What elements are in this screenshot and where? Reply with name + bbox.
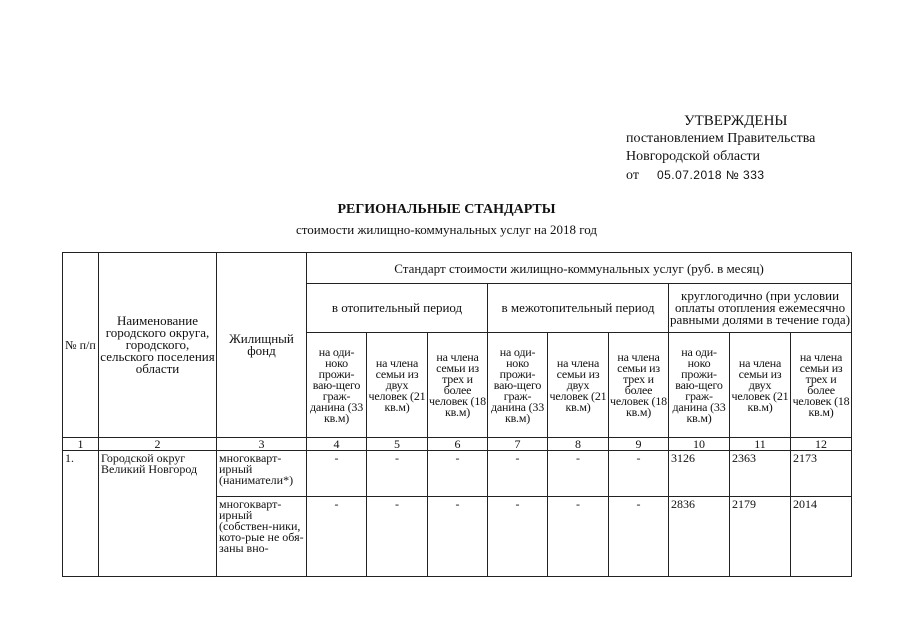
sub-header-three: на члена семьи из трех и более человек (18 кв.м) (609, 333, 669, 438)
column-number: 10 (669, 438, 730, 451)
approval-prefix: от (626, 168, 639, 183)
document-title: РЕГИОНАЛЬНЫЕ СТАНДАРТЫ (337, 202, 556, 217)
row-value: - (548, 451, 609, 497)
column-number: 11 (730, 438, 791, 451)
row-name: Городской округ Великий Новгород (99, 451, 217, 577)
sub-header-two: на члена семьи из двух человек (21 кв.м) (367, 333, 428, 438)
row-value: - (307, 497, 367, 577)
row-value: 2014 (791, 497, 852, 577)
sub-header-three: на члена семьи из трех и более человек (18 кв.м) (791, 333, 852, 438)
approval-date-line (626, 166, 815, 185)
row-value: - (548, 497, 609, 577)
row-value: 2179 (730, 497, 791, 577)
sub-header-two: на члена семьи из двух человек (21 кв.м) (548, 333, 609, 438)
header-standard: Стандарт стоимости жилищно-коммунальных услуг (руб. в месяц) (307, 253, 852, 284)
group-non-heating: в межотопительный период (488, 284, 669, 333)
sub-header-single: на оди-ноко прожи-ваю-щего граж-данина (33 кв.м) (669, 333, 730, 438)
row-value: - (488, 451, 548, 497)
column-number: 6 (428, 438, 488, 451)
approval-line-2: Новгородской области (626, 149, 760, 164)
column-number: 2 (99, 438, 217, 451)
approval-heading: УТВЕРЖДЕНЫ (684, 113, 788, 129)
header-fund: Жилищный фонд (217, 253, 307, 438)
row-value: - (367, 497, 428, 577)
column-number: 5 (367, 438, 428, 451)
header-number: № п/п (63, 253, 99, 438)
row-value: 2836 (669, 497, 730, 577)
column-number: 9 (609, 438, 669, 451)
sub-header-single: на оди-ноко прожи-ваю-щего граж-данина (33 кв.м) (307, 333, 367, 438)
column-number: 8 (548, 438, 609, 451)
column-number: 7 (488, 438, 548, 451)
row-fund: многокварт-ирный (наниматели*) (217, 451, 307, 497)
column-number: 3 (217, 438, 307, 451)
group-year-round: круглогодично (при условии оплаты отопления ежемесячно равными долями в течение года) (669, 284, 852, 333)
row-value: 2173 (791, 451, 852, 497)
row-number: 1. (63, 451, 99, 577)
header-name: Наименование городского округа, городского, сельского поселения области (99, 253, 217, 438)
row-value: 3126 (669, 451, 730, 497)
approval-line-1: постановлением Правительства (626, 131, 816, 146)
row-value: 2363 (730, 451, 791, 497)
column-number: 12 (791, 438, 852, 451)
row-value: - (488, 497, 548, 577)
row-value: - (609, 451, 669, 497)
standards-table (62, 252, 852, 577)
sub-header-three: на члена семьи из трех и более человек (18 кв.м) (428, 333, 488, 438)
column-number: 4 (307, 438, 367, 451)
approval-date-number: 05.07.2018 № 333 (656, 168, 765, 182)
sub-header-two: на члена семьи из двух человек (21 кв.м) (730, 333, 791, 438)
group-heating: в отопительный период (307, 284, 488, 333)
row-fund: многокварт-ирный (собствен-ники, кото-рые не обя-заны вно- (217, 497, 307, 577)
document-subtitle: стоимости жилищно-коммунальных услуг на 2018 год (296, 222, 597, 237)
row-value: - (609, 497, 669, 577)
row-value: - (428, 497, 488, 577)
row-value: - (307, 451, 367, 497)
approval-block (626, 112, 815, 185)
row-value: - (367, 451, 428, 497)
sub-header-single: на оди-ноко прожи-ваю-щего граж-данина (33 кв.м) (488, 333, 548, 438)
column-number: 1 (63, 438, 99, 451)
row-value: - (428, 451, 488, 497)
